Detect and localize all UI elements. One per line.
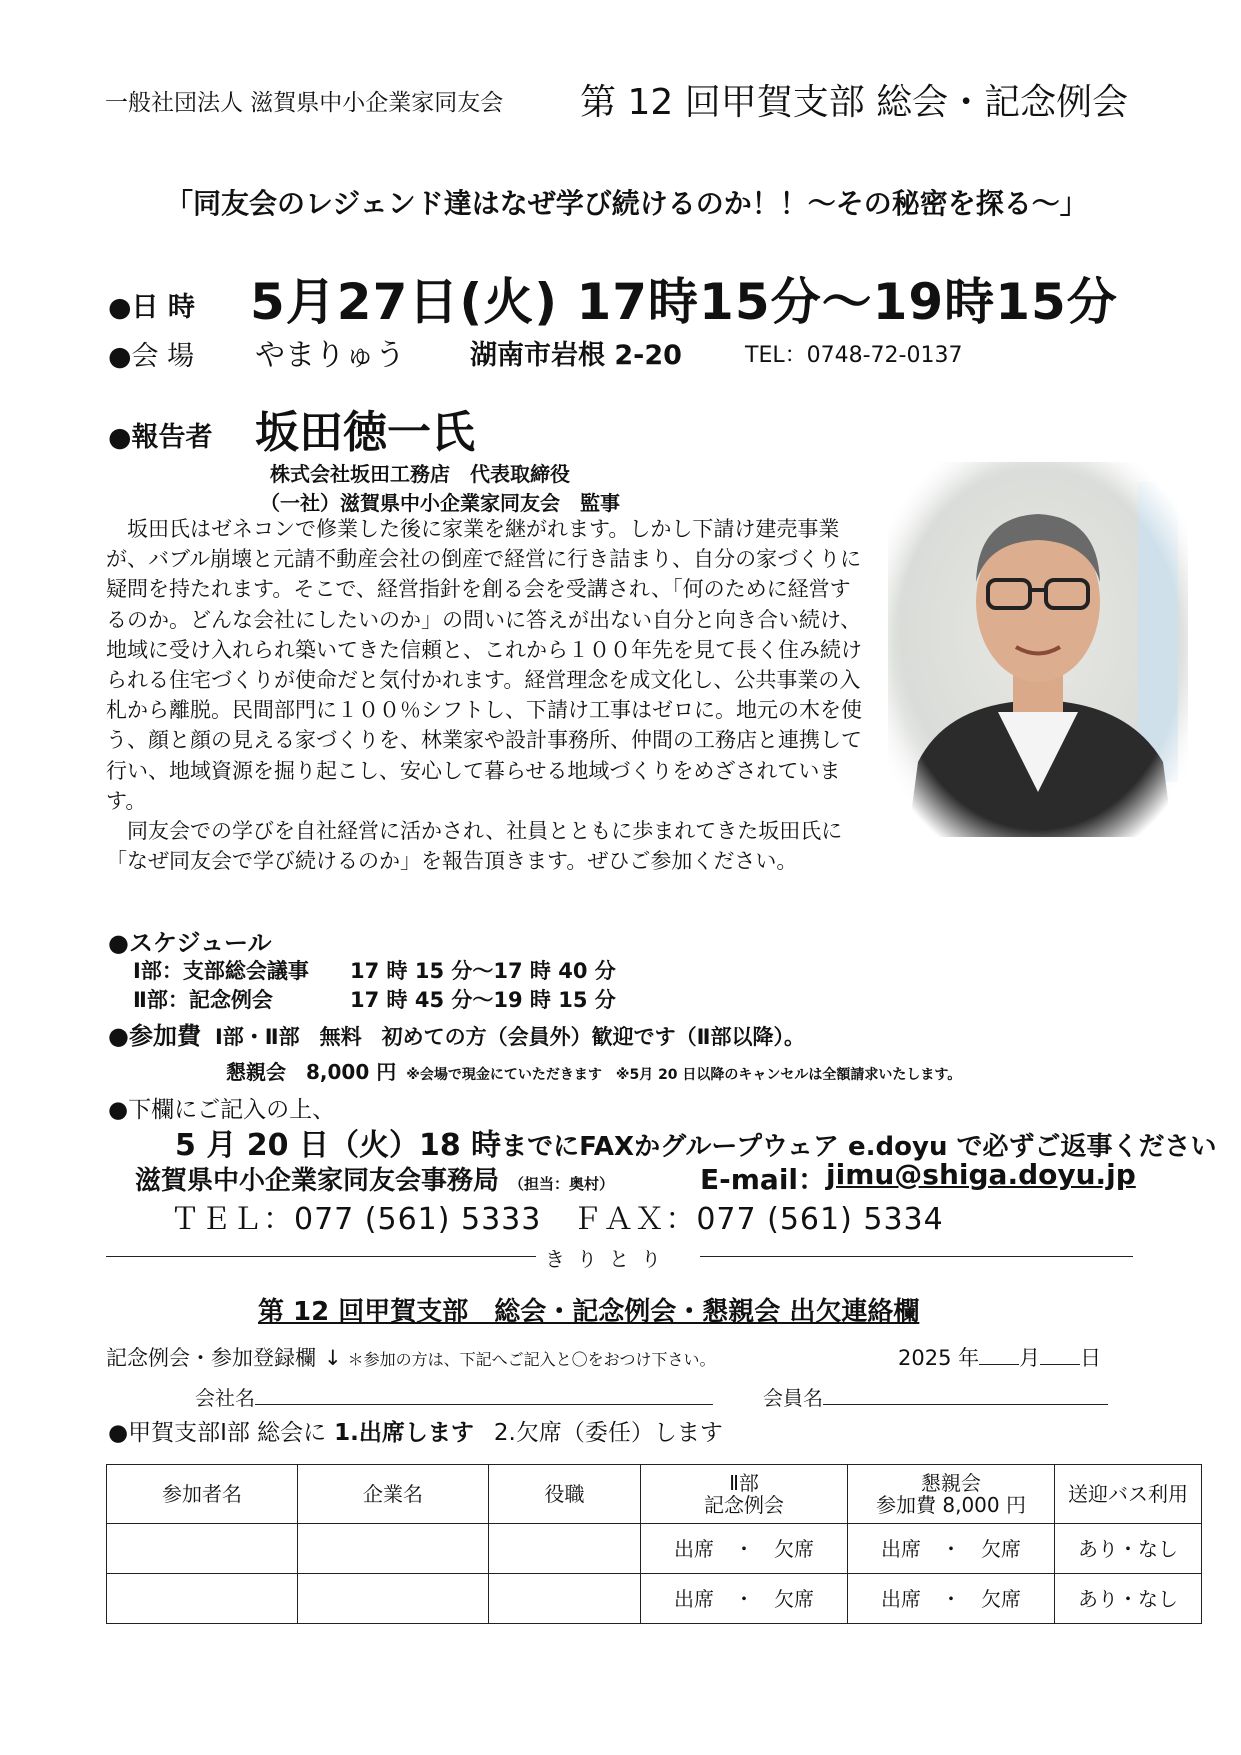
schedule-part2-label: Ⅱ部：記念例会 xyxy=(133,988,273,1012)
reporter-photo xyxy=(888,462,1188,837)
table-row xyxy=(107,1574,1202,1624)
absent-option[interactable]: 2.欠席（委任）します xyxy=(493,1420,723,1446)
header-bus: 送迎バス利用 xyxy=(1055,1465,1202,1524)
bio-paragraph: 同友会での学びを自社経営に活かされ、社員とともに歩まれてきた坂田氏に「なぜ同友会で学び続けるのか」を報告頂きます。ぜひご参加ください。 xyxy=(106,819,843,874)
schedule-label: ●スケジュール xyxy=(108,929,272,957)
header-party-top: 懇親会 xyxy=(921,1471,981,1495)
venue-tel: TEL：0748-72-0137 xyxy=(745,343,963,368)
header-part2 xyxy=(641,1465,848,1524)
reporter-title-association: （一社）滋賀県中小企業家同友会 監事 xyxy=(260,491,620,515)
email-label: E-mail： xyxy=(700,1163,827,1196)
month-input[interactable] xyxy=(979,1346,1019,1365)
part2-attend-cell[interactable]: 出席 ・ 欠席 xyxy=(641,1574,848,1624)
page-title: 第 12 回甲賀支部 総会・記念例会 xyxy=(580,82,1129,123)
position-cell[interactable] xyxy=(489,1524,641,1574)
venue-name: やまりゅう xyxy=(255,338,405,373)
header-position: 役職 xyxy=(489,1465,641,1524)
schedule-part1-label: Ⅰ部：支部総会議事 xyxy=(133,959,309,983)
company-label: 会社名 xyxy=(195,1386,255,1410)
part2-attend-cell[interactable]: 出席 ・ 欠席 xyxy=(641,1524,848,1574)
party-attend-cell[interactable]: 出席 ・ 欠席 xyxy=(848,1524,1055,1574)
date-label: ●日 時 xyxy=(108,292,195,323)
party-fee: 懇親会 8,000 円 xyxy=(226,1060,397,1084)
reporter-bio xyxy=(106,514,866,876)
fee-line xyxy=(108,1016,805,1051)
company-field xyxy=(195,1382,713,1411)
table-row xyxy=(107,1524,1202,1574)
cut-line-text: きりとり xyxy=(545,1247,673,1271)
contact-person: （担当：奥村） xyxy=(509,1175,615,1193)
arrow-down-icon: ↓ xyxy=(324,1346,342,1370)
cut-line-left xyxy=(106,1256,536,1257)
org-name: 一般社団法人 滋賀県中小企業家同友会 xyxy=(105,90,504,116)
fee-welcome: 初めての方（会員外）歓迎です（Ⅱ部以降）。 xyxy=(381,1025,805,1049)
venue-address: 湖南市岩根 2-20 xyxy=(470,340,682,371)
tel-fax: ＴＥＬ：077 (561) 5333 ＦＡＸ：077 (561) 5334 xyxy=(170,1202,944,1237)
reply-instruction: ●下欄にご記入の上、 xyxy=(108,1097,336,1123)
header-part2-bottom: 記念例会 xyxy=(704,1493,784,1517)
fee-label: ●参加費 xyxy=(108,1022,201,1050)
venue-label: ●会 場 xyxy=(108,341,195,372)
reporter-title-company: 株式会社坂田工務店 代表取締役 xyxy=(270,462,570,486)
registration-note: ＊参加の方は、下記へご記入と〇をおつけ下さい。 xyxy=(347,1350,716,1369)
member-field xyxy=(763,1382,1108,1411)
company-cell[interactable] xyxy=(298,1524,489,1574)
office-line xyxy=(135,1160,614,1197)
bus-cell[interactable]: あり・なし xyxy=(1055,1574,1202,1624)
company-input[interactable] xyxy=(255,1386,713,1405)
attendance-prefix: ●甲賀支部Ⅰ部 総会に xyxy=(108,1420,327,1446)
party-fee-line xyxy=(226,1056,961,1085)
reporter-name: 坂田徳一氏 xyxy=(255,407,475,458)
form-year: 2025 年 xyxy=(898,1346,980,1370)
participant-cell[interactable] xyxy=(107,1574,298,1624)
form-day: 日 xyxy=(1080,1346,1102,1370)
registration-label: 記念例会・参加登録欄 xyxy=(106,1346,316,1370)
company-cell[interactable] xyxy=(298,1574,489,1624)
form-title: 第 12 回甲賀支部 総会・記念例会・懇親会 出欠連絡欄 xyxy=(258,1297,920,1327)
member-label: 会員名 xyxy=(763,1386,823,1410)
header-party-bottom: 参加費 8,000 円 xyxy=(876,1493,1026,1517)
fee-free: 無料 xyxy=(319,1025,362,1049)
party-fee-note: ※会場で現金にていただきます ※5月 20 日以降のキャンセルは全額請求いたします。 xyxy=(406,1067,962,1083)
office-name: 滋賀県中小企業家同友会事務局 xyxy=(135,1166,500,1196)
attendance-line xyxy=(108,1414,723,1447)
cut-line-right xyxy=(700,1256,1133,1257)
deadline-rest: までにFAXかグループウェア e.doyu で必ずご返事ください xyxy=(501,1132,1217,1162)
schedule-part1-time: 17 時 15 分～17 時 40 分 xyxy=(350,959,616,983)
reporter-label: ●報告者 xyxy=(108,422,213,453)
party-attend-cell[interactable]: 出席 ・ 欠席 xyxy=(848,1574,1055,1624)
fee-parts: Ⅰ部・Ⅱ部 xyxy=(214,1025,300,1049)
event-subtitle: 「同友会のレジェンド達はなぜ学び続けるのか！！～その秘密を探る～」 xyxy=(165,187,1088,220)
header-party xyxy=(848,1465,1055,1524)
participant-cell[interactable] xyxy=(107,1524,298,1574)
header-participant: 参加者名 xyxy=(107,1465,298,1524)
form-month: 月 xyxy=(1019,1346,1041,1370)
form-date xyxy=(898,1342,1101,1372)
attend-option[interactable]: 1.出席します xyxy=(334,1420,474,1446)
registration-table xyxy=(106,1464,1202,1624)
email-link[interactable]: jimu@shiga.doyu.jp xyxy=(826,1158,1136,1191)
schedule-part2-time: 17 時 45 分～19 時 15 分 xyxy=(350,988,616,1012)
position-cell[interactable] xyxy=(489,1574,641,1624)
bio-paragraph: 坂田氏はゼネコンで修業した後に家業を継がれます。しかし下請け建売事業が、バブル崩壊と元請不動産会社の倒産で経営に行き詰まり、自分の家づくりに疑問を持たれます。そこで、経営指針を創る会を受講され、「何のために経営するのか。どんな会社にしたいのか」の問いに答えが出ない自分と向き合い続け、地域に受け入れられ築いてきた信頼と、これから１００年先を見て長く住み続けられる住宅づくりが使命だと気付かれます。経営理念を成文化し、公共事業の入札から離脱。民間部門に１００％シフトし、下請け工事はゼロに。地元の木を使う、顔と顔の見える家づくりを、林業家や設計事務所、仲間の工務店と連携して行い、地域資源を掘り起こし、安心して暮らせる地域づくりをめざされています。 xyxy=(106,517,862,813)
event-date: 5月27日(火) 17時15分～19時15分 xyxy=(250,273,1118,331)
deadline-date: 5 月 20 日（火）18 時 xyxy=(175,1128,502,1163)
registration-label-line xyxy=(106,1342,715,1372)
table-header-row xyxy=(107,1465,1202,1524)
bus-cell[interactable]: あり・なし xyxy=(1055,1524,1202,1574)
header-part2-top: Ⅱ部 xyxy=(729,1471,759,1495)
member-input[interactable] xyxy=(823,1386,1108,1405)
day-input[interactable] xyxy=(1040,1346,1080,1365)
header-company: 企業名 xyxy=(298,1465,489,1524)
